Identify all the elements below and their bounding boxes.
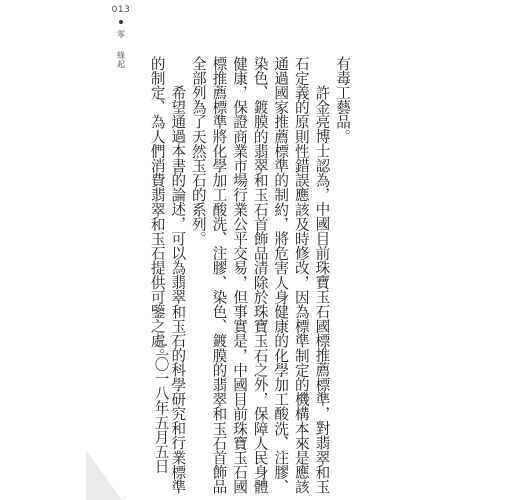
date-line: 二〇一八年五月五日 xyxy=(152,342,170,474)
page-corner-decoration xyxy=(86,450,122,500)
page-number: 013 xyxy=(111,5,131,15)
section-label: 綠起 xyxy=(116,51,126,69)
paragraph: 希望通過本書的論述，可以為翡翠和玉石的科學研究和行業標準的制定、為人們消費翡翠和玉石提供可鑒之處。 xyxy=(148,56,187,494)
paragraph: 許金亮博士認為，中國目前珠寶玉石國標推薦標準，對翡翠和玉石定義的原則性錯誤應該及時修改，因為標準制定的機構本來是應該通過國家推薦標準的制約，將危害人身健康的化學加工酸洗、注膠、染色、鍍膜的翡翠和玉石首飾品清除於珠寶玉石之外，保障人民身體健康，保證商業市場行業公平交易，但事實是，中國目前珠寶玉石國標推薦標準將化學加工酸洗、注膠、染色、鍍膜的翡翠和玉石首飾品全部列為了天然玉石的系列。 xyxy=(189,56,331,494)
running-header xyxy=(110,4,132,69)
bullet-dot-icon xyxy=(119,20,123,24)
chapter-label: 零 xyxy=(116,30,126,41)
paragraph: 有毒工藝品。 xyxy=(334,56,351,144)
